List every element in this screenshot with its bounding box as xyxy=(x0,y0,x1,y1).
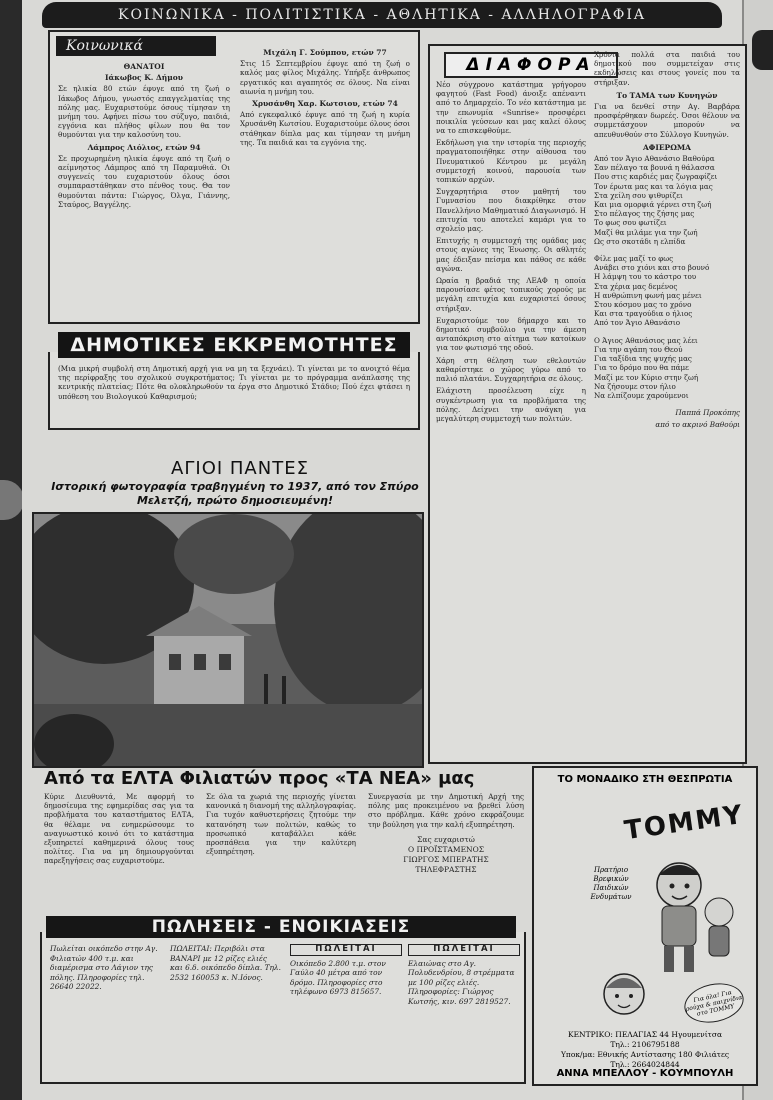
koinonika-box xyxy=(48,30,420,324)
diafora-item: Χάρη στη θέληση των εθελοντών καθαρίστηκε ο χώρος γύρω από το παλιό πλατάνι. Συγχαρητήρια σε όλους. xyxy=(436,355,586,384)
koinonika-col-1 xyxy=(58,60,230,212)
tommy-description: Πρατήριο Βρεφικών Παιδικών Ενδυμάτων xyxy=(590,866,632,901)
poem-line: Στου κόσμου μας το χρόνο xyxy=(594,300,692,310)
poem-line: Για το δρόμο που θα πάμε xyxy=(594,363,689,373)
poem-line: Από τον Άγιο Αθανάσιο Βαθούρα xyxy=(594,154,715,164)
dimotikes-title: ΔΗΜΟΤΙΚΕΣ ΕΚΚΡΕΜΟΤΗΤΕΣ xyxy=(58,332,410,358)
tommy-owner: ΑΝΝΑ ΜΠΕΛΛΟΥ - ΚΟΥΜΠΟΥΛΗ xyxy=(556,1068,734,1079)
diafora-item: Ευχαριστούμε τον δήμαρχο και το δημοτικό συμβούλιο για την άμεση ανταπόκριση στο αίτημα των κατοίκων για τον φωτισμό της οδού. xyxy=(436,315,586,353)
dimotikes-box xyxy=(48,352,420,430)
thumb xyxy=(0,480,24,520)
diafora-box xyxy=(428,44,747,764)
binding-shadow xyxy=(0,0,22,1100)
poem-line: Ανάβει στο χιόνι και στο βουνό xyxy=(594,263,710,273)
poem-line: Φίλε μας μαζί το φως xyxy=(594,254,674,264)
signature-line: ΓΙΩΡΓΟΣ ΜΠΕΡΑΤΗΣ xyxy=(403,854,489,864)
poliseis-title: ΠΩΛΗΣΕΙΣ - ΕΝΟΙΚΙΑΣΕΙΣ xyxy=(46,916,516,938)
section-header: ΚΟΙΝΩΝΙΚΑ - ΠΟΛΙΤΙΣΤΙΚΑ - ΑΘΛΗΤΙΚΑ - ΑΛΛΗΛΟΓΡΑΦΙΑ xyxy=(42,2,722,28)
tama-text: Για να δενθεί στην Αγ. Βαρβάρα προσφέρθηκαν δωρεές. Όσοι θέλουν να συμμετάσχουν μπορούν να απευθυνθούν στο Σύλλογο Κυνηγών. xyxy=(594,102,740,139)
death3-text: Στις 15 Σεπτεμβρίου έφυγε από τη ζωή ο καλός μας φίλος Μιχάλης. Υπήρξε άνθρωπος εργατικός και αγαπητός σε όλους. Να είναι αιωνία η μνήμη του. xyxy=(240,59,410,96)
poem-line: Ο Άγιος Αθανάσιος μας λέει xyxy=(594,335,698,345)
diafora-col-2 xyxy=(594,50,740,433)
tommy-ad xyxy=(532,766,758,1086)
signature-line: ΤΗΛΕΦΡΑΣΤΗΣ xyxy=(415,864,477,874)
address-line: Υποκ/μα: Εθνικής Αντίστασης 180 Φιλιάτες xyxy=(560,1050,730,1059)
death4-name: Χρυσάνθη Χαρ. Κωτσιου, ετών 74 xyxy=(252,99,398,109)
poem-line: Και μια ομορφιά γέρνει στη ζωή xyxy=(594,200,712,210)
poem-author-origin: από το ακρινό Βαθούρι xyxy=(655,420,740,430)
diafora-item: Συγχαρητήρια στον μαθητή του Γυμνασίου που διακρίθηκε στον Πανελλήνιο Μαθηματικό Διαγωνισμό. Η επιτυχία του αποτελεί καμάρι για το σχολείο μας. xyxy=(436,187,586,234)
classified-ad-4-text: Ελαιώνας στο Αγ. Πολυδενδρίου, 8 στρέμματα με 100 ρίζες ελιές. Πληροφορίες: Γιώργος Κωτσής, κιν. 697 2819527. xyxy=(408,958,515,1006)
baby-illustration xyxy=(594,968,664,1028)
poem-line: Από τον Άγιο Αθανάσιο xyxy=(594,318,681,328)
historic-photo-image xyxy=(34,514,422,766)
elta-title: Από τα ΕΛΤΑ Φιλιατών προς «ΤΑ ΝΕΑ» μας xyxy=(44,768,475,789)
death1-text: Σε ηλικία 80 ετών έφυγε από τη ζωή ο Ιάκωβος Δήμου, γνωστός επαγγελματίας της πόλης μας. Ευχαριστούμε όσους τίμησαν τη μνήμη του. Αφήνει πίσω του σύζυγο, παιδιά, εγγόνια και πλήθος φίλων που θα τον θυμούνται για την καλοσύνη του. xyxy=(58,84,230,140)
classified-ad-3-text: Οικόπεδο 2.800 τ.μ. στον Γαύλο 40 μέτρα από τον δρόμο. Πληροφορίες στο τηλέφωνο 6973 815657. xyxy=(290,958,386,997)
signature-line: Σας ευχαριστώ xyxy=(417,834,475,844)
dimotikes-text: (Μια μικρή συμβολή στη Δημοτική αρχή για να μη τα ξεχνάει). Τι γίνεται με το ανοιχτό θέμα της περίφραξης του σχολικού συγκροτήματος; Τι γίνεται με το πρόγραμμα ανάπλασης της κεντρικής πλατείας; Πότε θα ολοκληρωθούν τα έργα στο Δημοτικό Στάδιο; Πού έχει φτάσει η υπόθεση του Βιολογικού Καθαρισμού; xyxy=(58,364,410,401)
poem-author: Παππά Προκόπης xyxy=(675,408,740,418)
death4-text: Από εγκεφαλικό έφυγε από τη ζωή η κυρία Χρυσάνθη Κωτσίου. Ευχαριστούμε όλους όσοι στάθηκαν δίπλα μας και τίμησαν τη μνήμη της. Τα παιδιά και τα εγγόνια της. xyxy=(240,110,410,147)
phone-line: Τηλ.: 2664024844 xyxy=(610,1060,680,1069)
historic-photo xyxy=(32,512,424,768)
tommy-address xyxy=(534,1030,756,1070)
poem-line: Ως στο σκοτάδι η ελπίδα xyxy=(594,236,686,246)
elta-col-3 xyxy=(368,792,524,875)
death3-name: Μιχάλη Γ. Σούμπου, ετών 77 xyxy=(263,48,387,57)
poem-line: Τον έρωτα μας και τα λόγια μας xyxy=(594,181,713,191)
diafora-item: Νέο σύγχρονο κατάστημα γρήγορου φαγητού (Fast Food) άνοιξε απέναντι από το Δημαρχείο. Το νέο κατάστημα με την επωνυμία «Sunrise» προσφέρει ποικιλία γεύσεων και μας καλεί όλους να το επισκεφθούμε. xyxy=(436,80,586,136)
diafora-item: Ελάχιστη προσέλευση είχε η συγκέντρωση για τα προβλήματα της πόλης. Δείχνει την ανάγκη για μεγαλύτερη συμμετοχή των πολιτών. xyxy=(436,386,586,423)
poem-line: Για ταξίδια της ψυχής μας xyxy=(594,354,692,364)
classified-ad-2: ΠΩΛΕΙΤΑΙ: Περιβόλι στα ΒΑΝΑΡΙ με 12 ρίζες ελιές και 6.δ. οικόπεδο δίπλα. Τηλ. 2532 160053 κ. Ν.Ιόνος. xyxy=(170,944,281,982)
poem-line: Το φως σου φωτίζει xyxy=(594,218,667,228)
classified-ad-3-heading: ΠΩΛΕΙΤΑΙ xyxy=(290,944,402,956)
elta-col-2: Σε όλα τα χωριά της περιοχής γίνεται κανονικά η διανομή της αλληλογραφίας. Για τυχόν καθυστερήσεις ζητούμε την κατανόηση των πολιτών, καθώς το προσωπικό καταβάλλει κάθε προσπάθεια για την καλύτερη εξυπηρέτηση. xyxy=(206,792,356,857)
poem-line: Στο πέλαγος της ζήσης μας xyxy=(594,209,695,219)
elta-signature xyxy=(368,835,524,875)
address-line: ΚΕΝΤΡΙΚΟ: ΠΕΛΑΓΙΑΣ 44 Ηγουμενίτσα xyxy=(567,1030,723,1039)
poem-line: Να ελπίζουμε χαρούμενοι xyxy=(594,390,689,400)
classified-ad-4-heading: ΠΩΛΕΙΤΑΙ xyxy=(408,944,520,956)
classified-ad-3 xyxy=(290,944,402,997)
death2-name: Λάμπρος Λιόλιος, ετών 94 xyxy=(87,142,201,152)
poem-line: Που στις καρδιές μας ζωγραφίζει xyxy=(594,172,718,182)
poem-stanza-3 xyxy=(594,336,740,400)
diafora-item: Ωραία η βραδιά της ΛΕΑΦ η οποία παρουσίασε φέτος τοπικούς χορούς με μεγάλη επιτυχία και ευχαριστεί όσους στήριξαν. xyxy=(436,276,586,313)
poem-line: Στα χείλη σου ψιθυρίζει xyxy=(594,190,683,200)
poem-stanza-1 xyxy=(594,154,740,246)
tommy-brand: TOMMY xyxy=(622,799,746,847)
classified-ad-1: Πωλείται οικόπεδο στην Αγ. Φιλιατών 400 τ.μ. και διαμέρισμα στο Λάγιον της πόλης. Πληροφορίες τηλ. 26640 22022. xyxy=(50,944,158,992)
speech-bubble: Για όλα! Για ρούχα & παιχνίδια στο TOMMY xyxy=(681,978,748,1028)
agioi-title: ΑΓΙΟΙ ΠΑΝΤΕΣ xyxy=(171,458,309,479)
death1-name: Ιάκωβος Κ. Δήμου xyxy=(105,73,183,83)
diafora-item: Επιτυχής η συμμετοχή της ομάδας μας στους αγώνες της Ένωσης. Οι αθλητές μας έδειξαν πείσμα και πάθος σε κάθε αγώνα. xyxy=(436,236,586,273)
poem-line: Μαζί με τον Κύριο στην ζωή xyxy=(594,372,699,382)
poem-stanza-2 xyxy=(594,254,740,328)
agioi-subtitle: Ιστορική φωτογραφία τραβηγμένη το 1937, από τον Σπύρο Μελετζή, πρώτο δημοσιευμένη! xyxy=(51,480,419,507)
poem-line: Η ανθρώπινη φωνή μας μένει xyxy=(594,290,702,300)
elta-article xyxy=(44,792,524,912)
elta-col-3-text: Συνεργασία με την Δημοτική Αρχή της πόλης μας προκειμένου να βρεθεί λύση στο πρόβλημα. Κάθε χρόνο εκφράζουμε την βούληση για την καλή εξυπηρέτηση. xyxy=(368,792,524,829)
diafora-col-1 xyxy=(436,80,586,426)
diafora-item: Εκδήλωση για την ιστορία της περιοχής πραγματοποιήθηκε στην αίθουσα του Πνευματικού Κέντρου με μεγάλη συμμετοχή κοινού, παρουσία των τοπικών αρχών. xyxy=(436,138,586,185)
death-heading: ΘΑΝΑΤΟΙ xyxy=(123,62,165,71)
classified-ad-4 xyxy=(408,944,520,1007)
death2-text: Σε προχωρημένη ηλικία έφυγε από τη ζωή ο αείμνηστος Λάμπρος από τη Παραμυθιά. Οι συγγενείς του ευχαριστούν όλους όσοι συμπαραστάθηκαν στο πένθος τους. Θα τον θυμούνται πάντα: Γιώργος, Όλγα, Γιάννης, Σταύρος, Βαγγέλης. xyxy=(58,153,230,209)
page-tab xyxy=(752,30,773,70)
poem-line: Η λάμψη του το κάστρο του xyxy=(594,272,697,282)
diafora-col2-text: Χρόνια πολλά στα παιδιά του δημοτικού που συμμετείχαν στις εκδηλώσεις και στους γονείς που τα στήριξαν. xyxy=(594,50,740,87)
tommy-tagline: ΤΟ ΜΟΝΑΔΙΚΟ ΣΤΗ ΘΕΣΠΡΩΤΙΑ xyxy=(557,774,733,785)
poem-line: Για την αγάπη του Θεού xyxy=(594,344,683,354)
tama-title: Το ΤΑΜΑ των Κυνηγών xyxy=(616,90,718,100)
poem-line: Σαν πέλαγο τα βουνά η θάλασσα xyxy=(594,163,715,173)
poem-line: Στα χέρια μας δεμένος xyxy=(594,281,678,291)
poem-line: Να ζήσουμε στον ήλιο xyxy=(594,381,676,391)
elta-col-1: Κύριε Διευθυντά, Με αφορμή το δημοσίευμα της εφημερίδας σας για τα προβλήματα του καταστήματος ΕΛΤΑ, θα θέλαμε να ενημερώσουμε το αναγνωστικό κοινό ότι το κατάστημα εξυπηρετεί καθημερινά όλους τους πολίτες. Για να μη δημιουργούνται παρεξηγήσεις σας ευχαριστούμε. xyxy=(44,792,194,866)
diafora-title: ΔΙΑΦΟΡΑ xyxy=(444,52,618,78)
poem-line: Και στα τραγούδια ο ήλιος xyxy=(594,309,693,319)
poliseis-box xyxy=(40,932,526,1084)
signature-line: Ο ΠΡΟΪΣΤΑΜΕΝΟΣ xyxy=(407,844,485,854)
koinonika-title: Κοινωνικά xyxy=(56,36,216,56)
phone-line: Τηλ.: 2106795188 xyxy=(610,1040,680,1049)
koinonika-col-2 xyxy=(240,46,410,150)
afieroma-title: ΑΦΙΕΡΩΜΑ xyxy=(642,142,691,152)
poem-line: Μαζί θα μιλάμε για την ζωή xyxy=(594,227,698,237)
